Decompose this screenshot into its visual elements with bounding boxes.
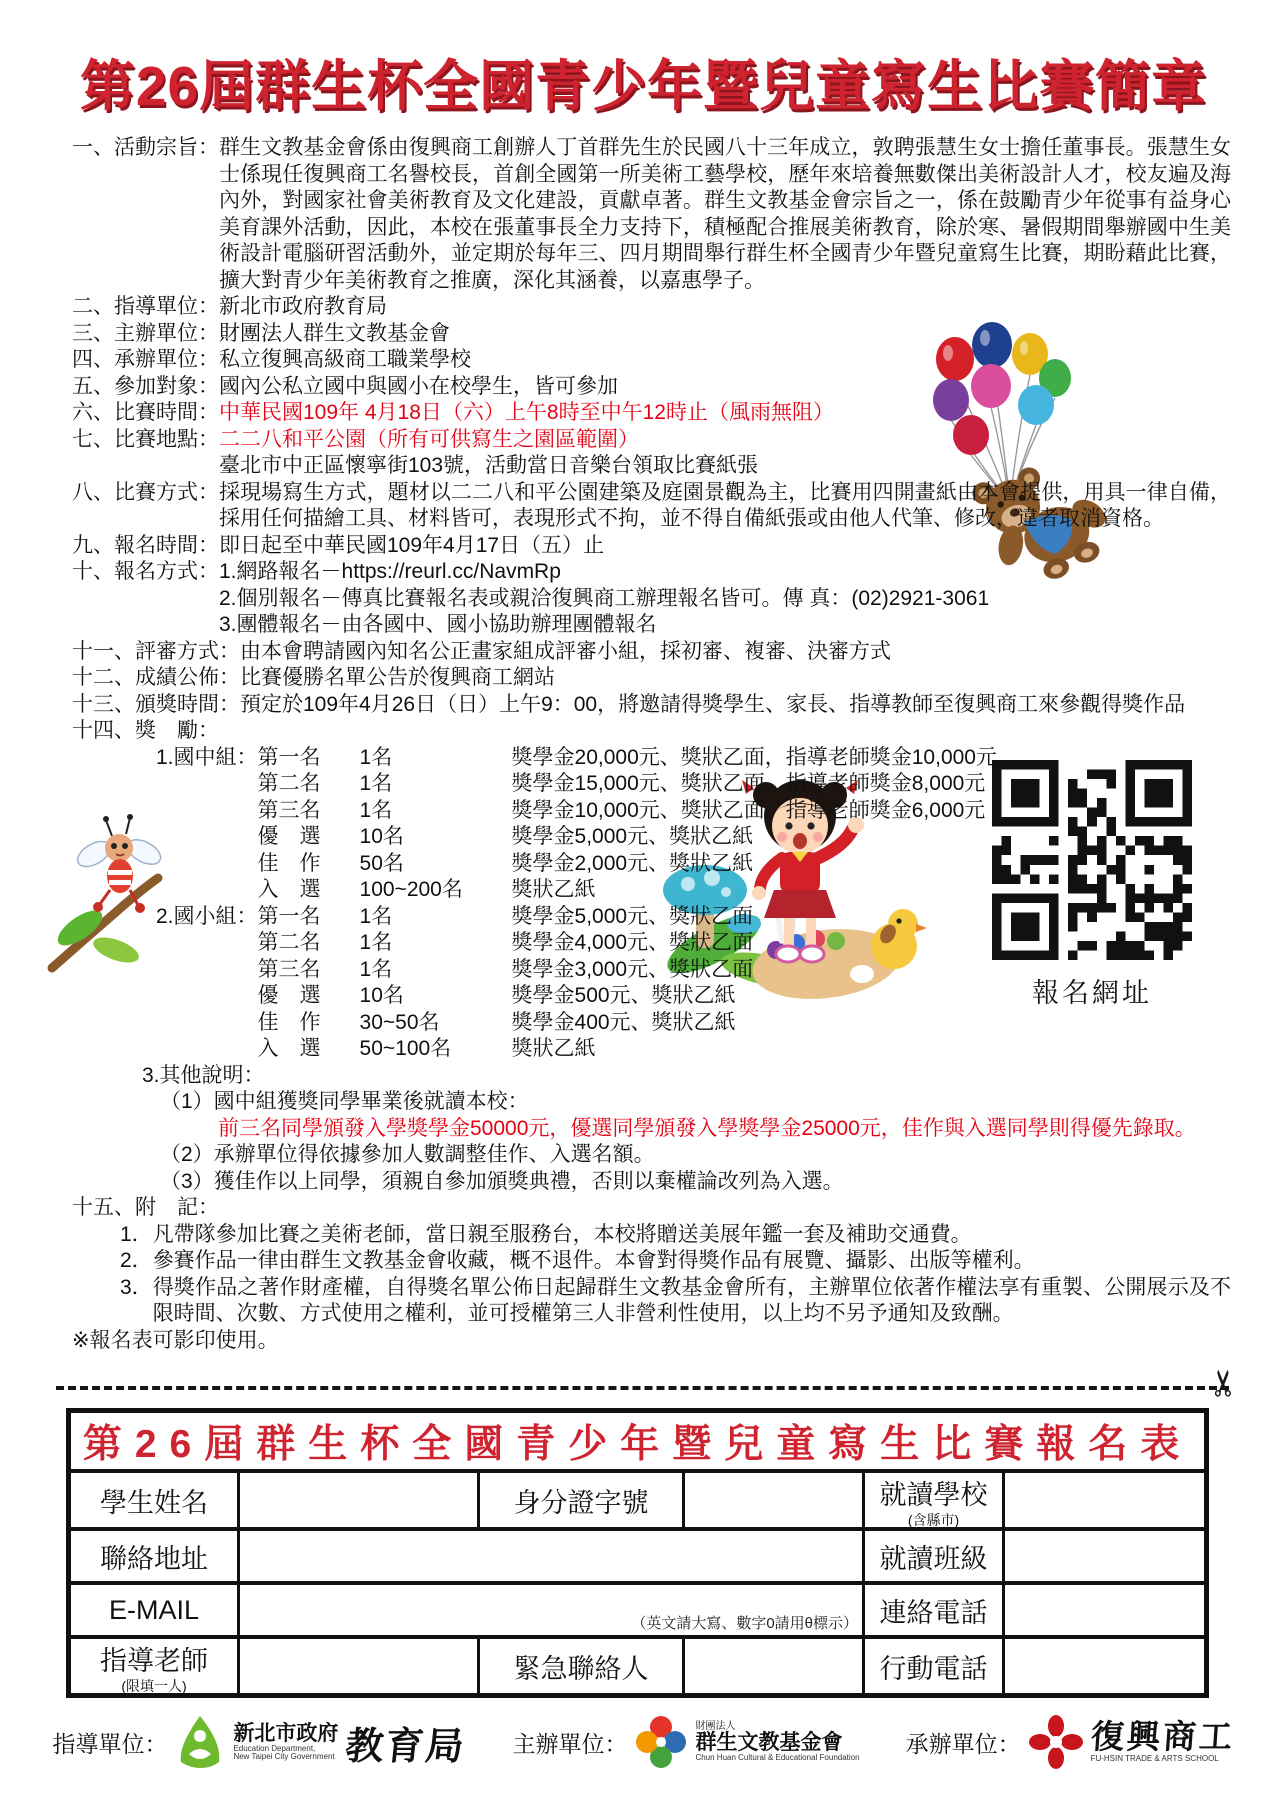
other-note-1: （1）國中組獲獎同學畢業後就讀本校： xyxy=(160,1090,529,1113)
award-row: 入 選 50~100名 獎狀乙紙 xyxy=(257,1037,596,1060)
label-teacher: 指導老師 (限填一人) xyxy=(69,1637,239,1696)
label-school: 就讀學校 (含縣市) xyxy=(864,1471,1004,1529)
input-address[interactable] xyxy=(239,1529,864,1583)
label-mobile: 行動電話 xyxy=(864,1637,1004,1696)
form-title: 第26屆群生杯全國青少年暨兒童寫生比賽報名表 xyxy=(82,1423,1193,1466)
award-group-junior: 1.國中組： 第一名 1名 獎學金20,000元、獎狀乙面，指導老師獎金10,000元 第二名 1名 獎學金15,000元、獎狀乙面，指導老師獎金8,000元 第三名 1名 獎學金10,000元、獎狀乙面，指導老師獎金6,000元 優 選 10名 獎學金5,000元、獎狀乙紙 佳 作 50名 獎學金2,000元、獎狀乙紙 入 選 100~200名 獎狀乙紙 xyxy=(156,745,1231,904)
label-class: 就讀班級 xyxy=(864,1529,1004,1583)
section-time: 六、比賽時間： 中華民國109年 4月18日（六）上午8時至中午12時止（風雨無阻） xyxy=(72,401,834,424)
award-row: 第一名 1名 獎學金5,000元、獎狀乙面 xyxy=(257,904,754,928)
award-row: 入 選 100~200名 獎狀乙紙 xyxy=(257,878,596,901)
advisor-text: 新北市政府 Education Department, New Taipei City Government xyxy=(233,1721,339,1762)
input-class[interactable] xyxy=(1004,1529,1207,1583)
input-teacher[interactable] xyxy=(239,1637,479,1696)
page-title: 第26屆群生杯全國青少年暨兒童寫生比賽簡章 xyxy=(79,55,1208,117)
label-student-name: 學生姓名 xyxy=(69,1471,239,1529)
award-row: 第三名 1名 獎學金10,000元、獎狀乙面，指導老師獎金6,000元 xyxy=(257,798,986,822)
email-note: （英文請大寫、數字0請用θ標示） xyxy=(631,1615,858,1632)
section-remarks: 十五、附 記： xyxy=(72,1196,219,1219)
photocopy-note: ※報名表可影印使用。 xyxy=(72,1328,279,1352)
new-taipei-logo-icon xyxy=(175,1714,225,1770)
other-notes-heading: 3.其他說明： xyxy=(142,1063,265,1087)
remark-2: 2． 參賽作品一律由群生文教基金會收藏，概不退件。本會對得獎作品有展覽、攝影、出版等權利。 xyxy=(120,1249,1035,1272)
undertaker-group: 承辦單位： 復興商工 FU-HSIN TRADE & ARTS SCHOOL xyxy=(906,1715,1235,1769)
label-id-number: 身分證字號 xyxy=(479,1471,684,1529)
label-emergency-contact: 緊急聯絡人 xyxy=(479,1637,684,1696)
input-student-name[interactable] xyxy=(239,1471,479,1529)
section-method: 八、比賽方式： 採現場寫生方式，題材以二二八和平公園建築及庭園景觀為主，比賽用四開畫紙由本會提供，用具一律自備，採用任何描繪工具、材料皆可，表現形式不拘，並不得自備紙張或由他人代筆、修改，違者取消資格。 xyxy=(72,480,1231,530)
section-organizer: 三、主辦單位： 財團法人群生文教基金會 xyxy=(72,321,450,345)
fuhsin-calligraphy: 復興商工 xyxy=(1089,1718,1236,1756)
label-phone: 連絡電話 xyxy=(864,1583,1004,1637)
award-row: 佳 作 50名 獎學金2,000元、獎狀乙紙 xyxy=(257,851,754,875)
label-address: 聯絡地址 xyxy=(69,1529,239,1583)
footer-logos xyxy=(0,1714,1287,1770)
input-emergency-contact[interactable] xyxy=(684,1637,864,1696)
undertaker-text: 復興商工 FU-HSIN TRADE & ARTS SCHOOL xyxy=(1089,1718,1236,1764)
education-bureau-calligraphy: 教育局 xyxy=(343,1725,469,1768)
award-row: 第二名 1名 獎學金4,000元、獎狀乙面 xyxy=(257,931,754,954)
award-row: 第二名 1名 獎學金15,000元、獎狀乙面，指導老師獎金8,000元 xyxy=(257,772,986,795)
section-results: 十二、成績公佈： 比賽優勝名單公告於復興商工網站 xyxy=(72,666,555,689)
cut-line xyxy=(56,1367,1244,1399)
section-award-ceremony: 十三、頒獎時間： 預定於109年4月26日（日）上午9：00，將邀請得獎學生、家長、指導教師至復興商工來參觀得獎作品 xyxy=(72,692,1186,716)
section-undertaker: 四、承辦單位： 私立復興高級商工職業學校 xyxy=(72,348,471,371)
other-note-3: （3）獲佳作以上同學，須親自參加頒獎典禮，否則以棄權論改列為入選。 xyxy=(160,1169,844,1193)
input-mobile[interactable] xyxy=(1004,1637,1207,1696)
input-email[interactable] xyxy=(239,1583,864,1637)
award-row: 優 選 10名 獎學金5,000元、獎狀乙紙 xyxy=(257,825,754,848)
form-title-cell xyxy=(69,1411,1207,1472)
award-row: 優 選 10名 獎學金500元、獎狀乙紙 xyxy=(257,984,736,1007)
other-note-2: （2）承辦單位得依據參加人數調整佳作、入選名額。 xyxy=(160,1143,655,1166)
award-group-elementary: 2.國小組： 第一名 1名 獎學金5,000元、獎狀乙面 第二名 1名 獎學金4,000元、獎狀乙面 第三名 1名 獎學金3,000元、獎狀乙面 優 選 10名 獎學金500元、獎狀乙紙 佳 作 30~50名 獎學金400元、獎狀乙紙 入 選 50~100名 獎狀乙紙 xyxy=(156,904,1231,1063)
advisor-group: 指導單位： 新北市政府 Education Department, New Taipei City Government 教育局 xyxy=(52,1714,466,1770)
remark-1: 1． 凡帶隊參加比賽之美術老師，當日親至服務台，本校將贈送美展年鑑一套及補助交通費。 xyxy=(120,1222,972,1246)
input-phone[interactable] xyxy=(1004,1583,1207,1637)
section-registration-method: 十、報名方式： 1.網路報名－https://reurl.cc/NavmRp 2.個別報名－傳真比賽報名表或親洽復興商工辦理報名皆可。傳 真：(02)2921-3061 3.團體報名－由各國中、國小協助辦理團體報名 xyxy=(72,559,1231,639)
scissors-icon: ✂ xyxy=(1202,1367,1244,1399)
remark-3: 3． 得獎作品之著作財產權，自得獎名單公佈日起歸群生文教基金會所有，主辦單位依著作權法享有重製、公開展示及不限時間、次數、方式使用之權利，並可授權第三人非營利性使用，以上均不另予通知及致酬。 xyxy=(120,1275,1231,1325)
award-row: 第三名 1名 獎學金3,000元、獎狀乙面 xyxy=(257,957,754,981)
foundation-logo-icon xyxy=(635,1714,687,1770)
input-id-number[interactable] xyxy=(684,1471,864,1529)
other-note-1-detail: 前三名同學頒發入學獎學金50000元，優選同學頒發入學獎學金25000元，佳作與入選同學則得優先錄取。 xyxy=(218,1116,1196,1140)
registration-url[interactable]: 1.網路報名－https://reurl.cc/NavmRp xyxy=(219,560,561,583)
section-judging: 十一、評審方式： 由本會聘請國內知名公正畫家組成評審小組，採初審、複審、決審方式 xyxy=(72,639,891,663)
organizer-text: 財團法人 群生文教基金會 Chun Huan Cultural & Educational Foundation xyxy=(695,1720,860,1763)
fuhsin-logo-icon xyxy=(1029,1715,1083,1769)
section-purpose: 一、活動宗旨： 群生文教基金會係由復興商工創辦人丁首群先生於民國八十三年成立，敦聘張慧生女士擔任董事長。張慧生女士係現任復興商工名譽校長，首創全國第一所美術工藝學校，歷年來培養無數傑出美術設計人才，校友遍及海內外，對國家社會美術教育及文化建設，貢獻卓著。群生文教基金會宗旨之一，係在鼓勵青少年從事有益身心美育課外活動，因此，本校在張董事長全力支持下，積極配合推展美術教育，除於寒、暑假期間舉辦國中生美術設計電腦研習活動外，並定期於每年三、四月期間舉行群生杯全國青少年暨兒童寫生比賽，期盼藉此比賽，擴大對青少年美術教育之推廣，深化其涵養，以嘉惠學子。 xyxy=(72,136,1231,292)
section-registration-period: 九、報名時間： 即日起至中華民國109年4月17日（五）止 xyxy=(72,533,605,557)
registration-form xyxy=(66,1408,1209,1698)
input-school[interactable] xyxy=(1004,1471,1207,1529)
document-body xyxy=(72,135,1231,1354)
section-location: 七、比賽地點： 二二八和平公園（所有可供寫生之園區範圍） 臺北市中正區懷寧街103號，活動當日音樂台領取比賽紙張 xyxy=(72,427,759,477)
section-eligibility: 五、參加對象： 國內公私立國中與國小在校學生，皆可參加 xyxy=(72,374,618,398)
section-prizes: 十四、獎 勵： xyxy=(72,719,219,742)
award-row: 第一名 1名 獎學金20,000元、獎狀乙面，指導老師獎金10,000元 xyxy=(257,745,997,769)
qr-label: 報名網址 xyxy=(1032,978,1152,1008)
award-row: 佳 作 30~50名 獎學金400元、獎狀乙紙 xyxy=(257,1010,736,1034)
section-advisor: 二、指導單位： 新北市政府教育局 xyxy=(72,295,387,318)
organizer-group: 主辦單位： 財團法人 群生文教基金會 Chun Huan Cultural & Educational Foundation xyxy=(512,1714,859,1770)
label-email: E-MAIL xyxy=(69,1583,239,1637)
